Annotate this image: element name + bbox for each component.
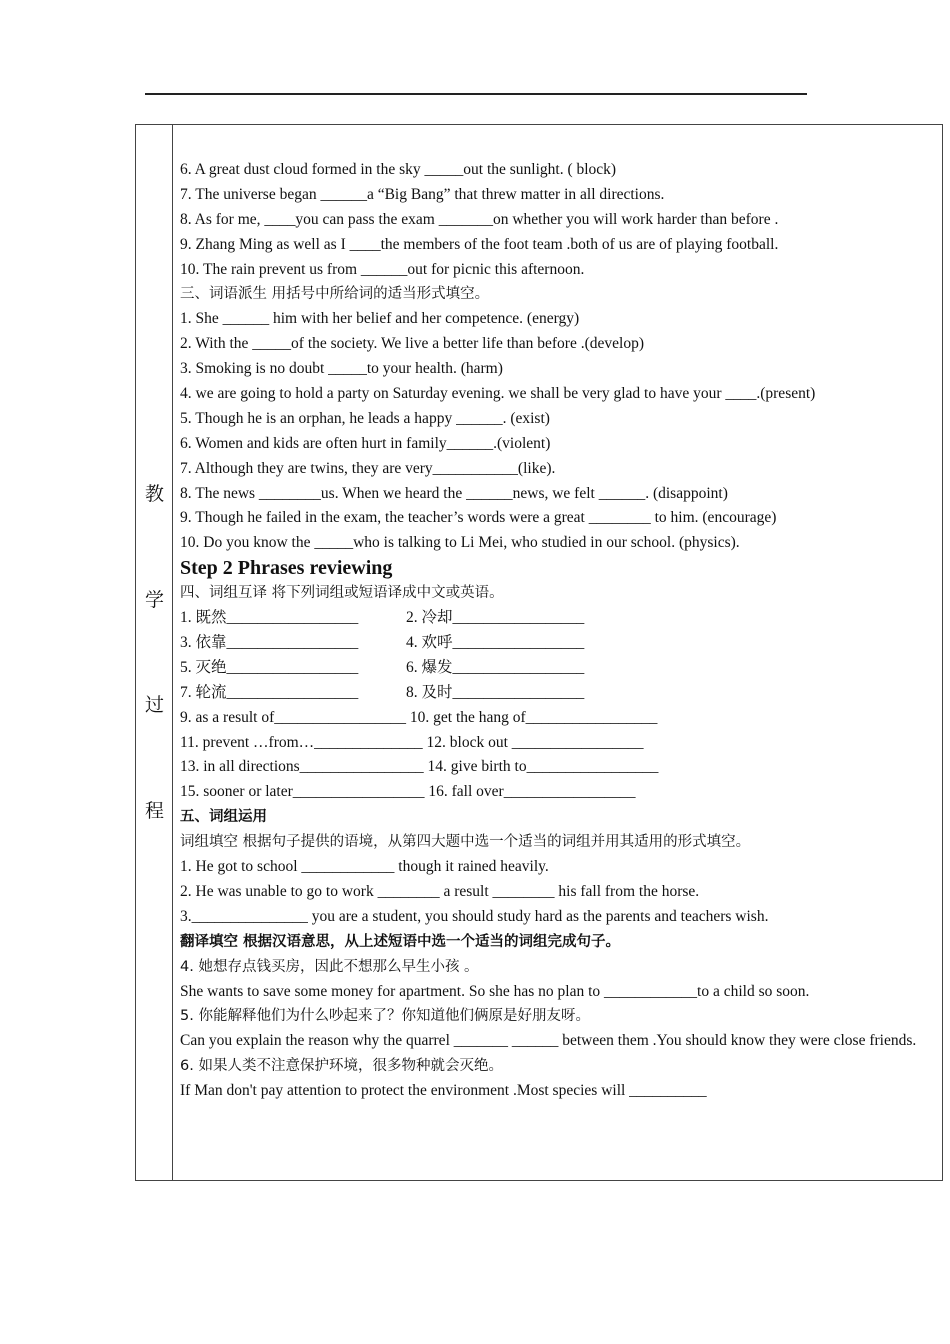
- section3-title: 三、词语派生 用括号中所给词的适当形式填空。: [180, 286, 490, 303]
- side-char: 学: [145, 589, 165, 611]
- exercise-line: 8. The news ________us. When we heard the ______news, we felt ______. (disappoint): [180, 484, 728, 502]
- exercise-line: 7. The universe began ______a “Big Bang” that threw matter in all directions.: [180, 185, 665, 203]
- exercise-line: 5. Though he is an orphan, he leads a happy ______. (exist): [180, 409, 550, 427]
- exercise-line: 7. Although they are twins, they are very___________(like).: [180, 459, 556, 477]
- exercise-line: 6. A great dust cloud formed in the sky _____out the sunlight. ( block): [180, 161, 617, 178]
- lesson-table: [135, 124, 943, 1181]
- side-char: 程: [145, 800, 165, 822]
- exercise-line: 6. Women and kids are often hurt in family______.(violent): [180, 434, 551, 452]
- section4-title: 四、词组互译 将下列词组或短语译成中文或英语。: [180, 585, 504, 602]
- question-cn: 6. 如果人类不注意保护环境，很多物种就会灭绝。: [180, 1058, 503, 1075]
- translate-title: 翻译填空 根据汉语意思，从上述短语中选一个适当的词组完成句子。: [180, 933, 621, 950]
- side-char: 过: [145, 694, 165, 716]
- side-char: 教: [145, 483, 165, 505]
- exercise-line: 3. Smoking is no doubt _____to your health. (harm): [180, 360, 503, 378]
- section5-title: 五、词组运用: [180, 809, 267, 826]
- lesson-content: [180, 158, 940, 1104]
- exercise-line: 13. in all directions________________ 14. give birth to_________________: [180, 758, 659, 776]
- exercise-line: 10. Do you know the _____who is talking to Li Mei, who studied in our school. (physics).: [180, 534, 740, 552]
- header-rule: [145, 93, 807, 95]
- phrase-pair-row: [180, 681, 940, 706]
- question-cn: 4. 她想存点钱买房，因此不想那么早生小孩 。: [180, 958, 479, 975]
- phrase-item: 8. 及时_________________: [406, 683, 585, 701]
- phrase-item: 2. 冷却_________________: [406, 609, 585, 627]
- exercise-line: 1. She ______ him with her belief and her competence. (energy): [180, 310, 580, 328]
- exercise-line: 15. sooner or later_________________ 16. fall over_________________: [180, 783, 636, 801]
- exercise-line: 11. prevent …from…______________ 12. block out _________________: [180, 733, 644, 751]
- phrase-pair-row: [180, 631, 940, 656]
- exercise-line: 4. we are going to hold a party on Saturday evening. we shall be very glad to have your ____.(present): [180, 385, 816, 403]
- exercise-line: 1. He got to school ____________ though it rained heavily.: [180, 858, 549, 876]
- exercise-line: 2. He was unable to go to work ________ a result ________ his fall from the horse.: [180, 882, 700, 900]
- phrase-item: 3. 依靠_________________: [180, 634, 359, 652]
- phrase-item: 5. 灭绝_________________: [180, 658, 359, 676]
- step2-heading: Step 2 Phrases reviewing: [180, 557, 393, 580]
- phrase-pair-row: [180, 606, 940, 631]
- phrase-item: 7. 轮流_________________: [180, 683, 359, 701]
- exercise-line: 9. Though he failed in the exam, the teacher’s words were a great ________ to him. (encourage): [180, 509, 777, 527]
- phrase-item: 6. 爆发_________________: [406, 658, 585, 676]
- phrase-item: 4. 欢呼_________________: [406, 634, 585, 652]
- question-cn: 5. 你能解释他们为什么吵起来了？你知道他们俩原是好朋友呀。: [180, 1008, 590, 1025]
- phrase-pair-row: [180, 656, 940, 681]
- question-en: She wants to save some money for apartment. So she has no plan to ____________to a child so soon.: [180, 982, 810, 1000]
- phrase-item: 1. 既然_________________: [180, 609, 359, 627]
- side-label-column: [136, 125, 173, 1180]
- exercise-line: 9. as a result of_________________ 10. get the hang of_________________: [180, 708, 658, 726]
- question-en: Can you explain the reason why the quarrel _______ ______ between them .You should know they were close friends.: [180, 1032, 917, 1050]
- exercise-line: 10. The rain prevent us from ______out for picnic this afternoon.: [180, 260, 585, 278]
- exercise-line: 3._______________ you are a student, you should study hard as the parents and teachers wish.: [180, 907, 769, 925]
- question-en: If Man don't pay attention to protect the environment .Most species will __________: [180, 1082, 707, 1100]
- exercise-line: 9. Zhang Ming as well as I ____the members of the foot team .both of us are of playing football.: [180, 235, 779, 253]
- exercise-line: 2. With the _____of the society. We live a better life than before .(develop): [180, 335, 644, 353]
- exercise-line: 8. As for me, ____you can pass the exam _______on whether you will work harder than before .: [180, 210, 779, 228]
- fill-instruction: 词组填空 根据句子提供的语境，从第四大题中选一个适当的词组并用其适用的形式填空。: [180, 834, 751, 851]
